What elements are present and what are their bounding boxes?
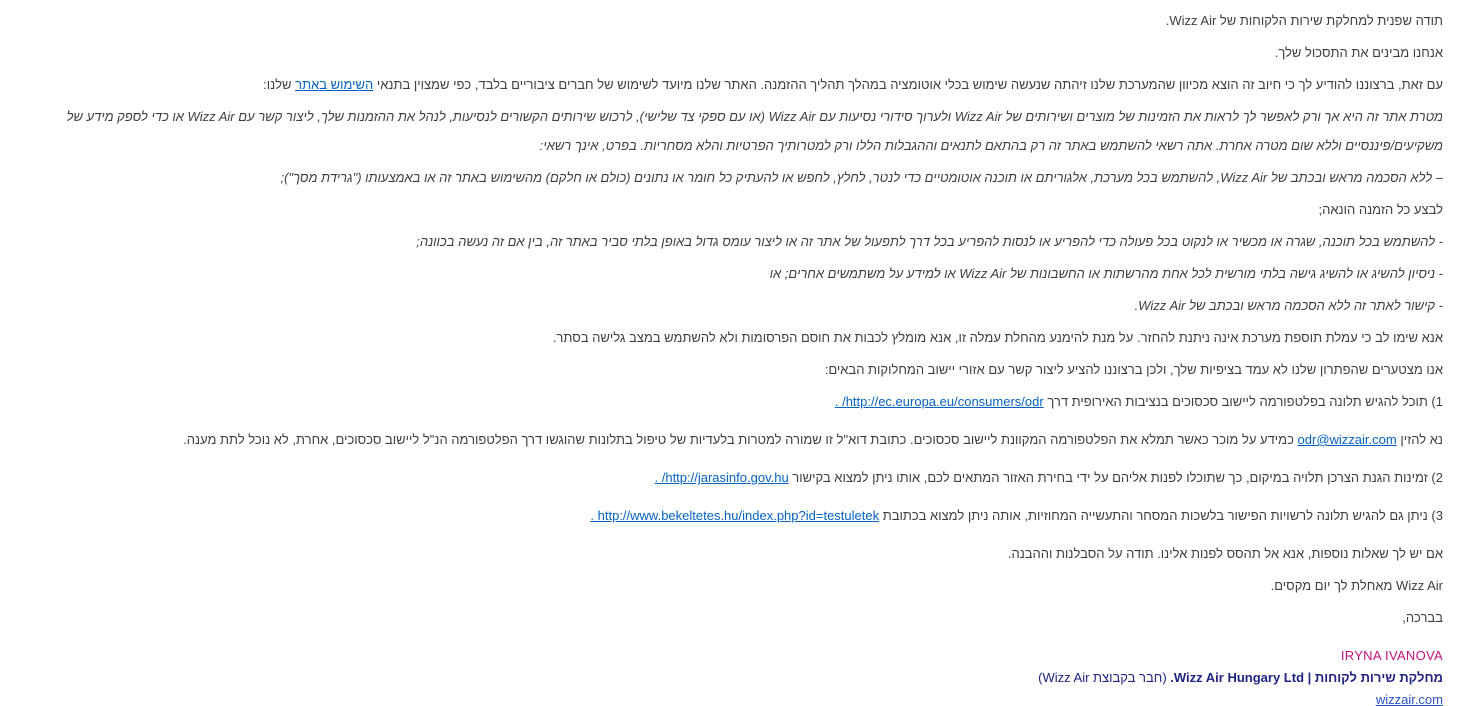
- text-run: אם יש לך שאלות נוספות, אנא אל תהסס לפנות אלינו. תודה על הסבלנות וההבנה.: [1007, 546, 1443, 561]
- text-run: שלנו:: [263, 77, 296, 92]
- paragraph: [28, 227, 1443, 256]
- text-run: בברכה,: [1402, 610, 1443, 625]
- paragraph: [28, 70, 1443, 99]
- paragraph: [28, 387, 1443, 416]
- text-run: - להשתמש בכל תוכנה, שגרה או מכשיר או לנקוט בכל פעולה כדי להפריע או לנסות להפריע בכל דרך לתפעול של אתר זה או ליצור עומס גדול באופן בלתי סביר באתר זה, בין אם זה נעשה בכוונה;: [416, 234, 1443, 249]
- text-run: – ללא הסכמה מראש ובכתב של Wizz Air, להשתמש בכל מערכת, אלגוריתם או תוכנה אוטומטיים כדי לנטר, לחלץ, לחפש או להעתיק כל חומר או נתונים (כולם או חלקם) מהשימוש באתר זה או באמצעותו ("גרידת מסך");: [280, 170, 1443, 185]
- paragraph: [28, 259, 1443, 288]
- paragraph: [28, 163, 1443, 192]
- text-run: עם זאת, ברצוננו להודיע לך כי חיוב זה הוצא מכיוון שהמערכת שלנו זיהתה שנעשה שימוש בכלי אוטומציה במהלך תהליך ההזמנה. האתר שלנו מיועד לשימוש של חברים ציבוריים בלבד, כפי שמצוין בתנאי: [373, 77, 1443, 92]
- text-run: אנא שימו לב כי עמלת תוספת מערכת אינה ניתנת להחזר. על מנת להימנע מהחלת עמלה זו, אנא מומלץ לכבות את חוסם הפרסומות ולא להשתמש במצב גלישה בסתר.: [552, 330, 1443, 345]
- paragraph: [28, 102, 1443, 160]
- text-run: Wizz Air מאחלת לך יום מקסים.: [1270, 578, 1443, 593]
- text-run: - קישור לאתר זה ללא הסכמה מראש ובכתב של Wizz Air.: [1134, 298, 1443, 313]
- signature-department-title: מחלקת שירות לקוחות | Wizz Air Hungary Ltd.: [1170, 670, 1443, 685]
- text-run: אנו מצטערים שהפתרון שלנו לא עמד בציפיות שלך, ולכן ברצוננו להציע ליצור קשר עם אזורי יישוב המחלוקות הבאים:: [824, 362, 1443, 377]
- text-run: לבצע כל הזמנה הונאה;: [1318, 202, 1443, 217]
- bekeltetes-link[interactable]: http://www.bekeltetes.hu/index.php?id=testuletek .: [590, 508, 880, 523]
- paragraph: [28, 355, 1443, 384]
- odr-email-link[interactable]: odr@wizzair.com: [1297, 432, 1397, 447]
- wizzair-site-link[interactable]: wizzair.com: [1375, 692, 1443, 706]
- text-run: מטרת אתר זה היא אך ורק לאפשר לך לראות את הזמינות של מוצרים ושירותים של Wizz Air ולערוך סידורי נסיעות עם Wizz Air (או עם ספקי צד שלישי), לרכוש שירותים הקשורים לנסיעות, לנהל את ההזמנות שלך, ליצור קשר עם Wizz Air או כדי לספק מידע של משקיעים/פיננסיים וללא שום מטרה אחרת. אתה רשאי להשתמש באתר זה רק בהתאם לתנאים וההגבלות הללו ורק למטרותיך הפרטיות והלא מסחריות. בפרט, אינך רשאי:: [66, 109, 1443, 153]
- paragraph: [28, 195, 1443, 224]
- paragraph: [28, 6, 1443, 35]
- text-run: - ניסיון להשיג או להשיג גישה בלתי מורשית לכל אחת מהרשתות או החשבונות של Wizz Air או למידע על משתמשים אחרים; או: [769, 266, 1443, 281]
- text-run: אנחנו מבינים את התסכול שלך.: [1274, 45, 1443, 60]
- paragraph: [28, 463, 1443, 492]
- terms-of-use-link[interactable]: השימוש באתר: [295, 77, 374, 92]
- signature-department: [28, 667, 1443, 689]
- paragraph: [28, 603, 1443, 632]
- text-run: 3) ניתן גם להגיש תלונה לרשויות הפישור בלשכות המסחר והתעשייה המחוזיות, אותה ניתן למצוא בכתובת: [879, 508, 1443, 523]
- paragraph: [28, 501, 1443, 530]
- signature-block: [28, 645, 1443, 706]
- signature-name: IRYNA IVANOVA: [1340, 648, 1443, 663]
- signature-website: [28, 689, 1443, 706]
- paragraph: [28, 571, 1443, 600]
- text-run: נא להזין: [1396, 432, 1443, 447]
- paragraph: [28, 38, 1443, 67]
- paragraph: [28, 425, 1443, 454]
- paragraph: [28, 291, 1443, 320]
- text-run: 1) תוכל להגיש תלונה בפלטפורמה ליישוב סכסוכים בנציבות האירופית דרך: [1043, 394, 1443, 409]
- jarasinfo-link[interactable]: http://jarasinfo.gov.hu/ .: [654, 470, 789, 485]
- text-run: תודה שפנית למחלקת שירות הלקוחות של Wizz Air.: [1165, 13, 1443, 28]
- text-run: 2) זמינות הגנת הצרכן תלויה במיקום, כך שתוכלו לפנות אליהם על ידי בחירת האזור המתאים לכם, אותו ניתן למצוא בקישור: [788, 470, 1443, 485]
- paragraph: [28, 539, 1443, 568]
- email-body: [28, 6, 1443, 632]
- text-run: כמידע על מוכר כאשר תמלא את הפלטפורמה המקוונת ליישוב סכסוכים. כתובת דוא"ל זו שמורה למטרות בלעדיות של טיפול בתלונות שהוגשו דרך הפלטפורמה הנ"ל ליישוב סכסוכים, אחרת, לא נוכל לתת מענה.: [183, 432, 1298, 447]
- odr-platform-link[interactable]: http://ec.europa.eu/consumers/odr/ .: [834, 394, 1044, 409]
- paragraph: [28, 323, 1443, 352]
- signature-company-note: (חבר בקבוצת Wizz Air): [1038, 670, 1171, 685]
